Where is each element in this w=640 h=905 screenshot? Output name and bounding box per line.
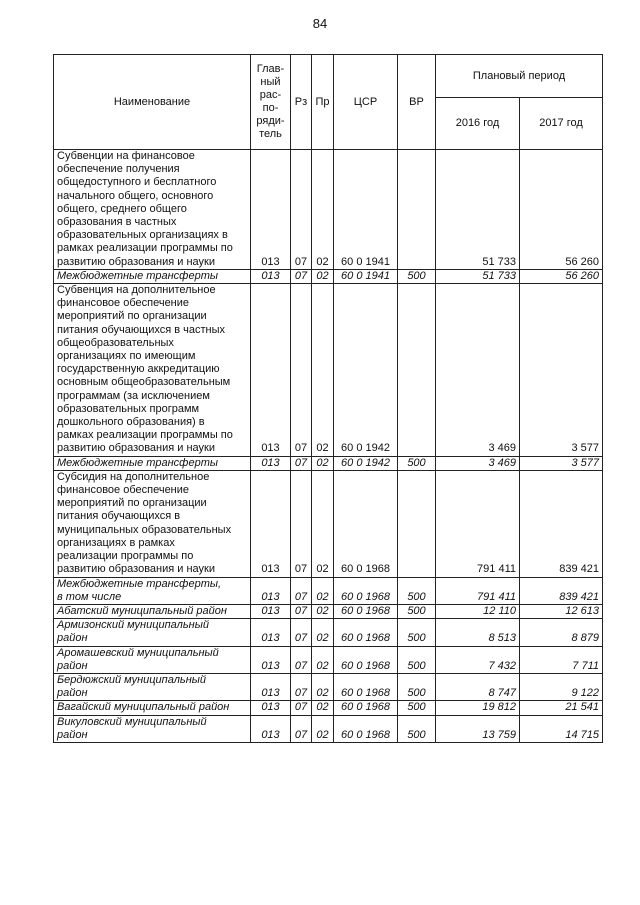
row-pr: 02 [312,269,334,283]
row-value-2017: 839 421 [520,577,603,604]
row-csr: 60 0 1941 [334,150,398,270]
row-main-manager: 013 [251,604,291,618]
row-rz: 07 [291,701,312,715]
row-rz: 07 [291,269,312,283]
row-rz: 07 [291,646,312,673]
row-value-2016: 3 469 [436,456,520,470]
row-pr: 02 [312,619,334,646]
row-value-2017: 12 613 [520,604,603,618]
row-value-2017: 839 421 [520,470,603,577]
row-main-manager: 013 [251,673,291,700]
row-value-2016: 51 733 [436,269,520,283]
row-rz: 07 [291,604,312,618]
row-name: Межбюджетные трансферты, в том числе [54,577,251,604]
row-name: Межбюджетные трансферты [54,269,251,283]
row-rz: 07 [291,150,312,270]
row-value-2016: 3 469 [436,284,520,457]
row-name: Субвенции на финансовое обеспечение получения общедоступного и бесплатного начального общего, основного общего, среднего общего образования в частных образовательных организациях в рамках реализации программы по развитию образования и науки [54,150,251,270]
row-value-2016: 791 411 [436,577,520,604]
row-value-2016: 791 411 [436,470,520,577]
row-pr: 02 [312,150,334,270]
row-name: Армизонский муниципальный район [54,619,251,646]
row-main-manager: 013 [251,701,291,715]
row-value-2017: 14 715 [520,715,603,742]
budget-table [53,54,603,743]
row-csr: 60 0 1968 [334,619,398,646]
row-rz: 07 [291,619,312,646]
row-pr: 02 [312,470,334,577]
row-value-2016: 13 759 [436,715,520,742]
table-body [54,150,603,743]
row-vr: 500 [398,269,436,283]
table-row-transfer [54,619,603,646]
header-pr: Пр [312,55,334,150]
row-csr: 60 0 1968 [334,577,398,604]
row-value-2017: 8 879 [520,619,603,646]
row-vr: 500 [398,619,436,646]
row-main-manager: 013 [251,715,291,742]
row-csr: 60 0 1968 [334,470,398,577]
row-main-manager: 013 [251,470,291,577]
row-pr: 02 [312,715,334,742]
row-pr: 02 [312,701,334,715]
header-planning-period: Плановый период [436,55,603,98]
row-value-2017: 56 260 [520,269,603,283]
row-name: Вагайский муниципальный район [54,701,251,715]
header-rz: Рз [291,55,312,150]
row-main-manager: 013 [251,456,291,470]
header-csr: ЦСР [334,55,398,150]
table-row [54,470,603,577]
table-row-transfer [54,646,603,673]
page-number: 84 [312,16,328,31]
table-row-transfer [54,715,603,742]
header-vr: ВР [398,55,436,150]
row-rz: 07 [291,456,312,470]
row-value-2017: 56 260 [520,150,603,270]
row-rz: 07 [291,284,312,457]
row-vr: 500 [398,456,436,470]
row-rz: 07 [291,715,312,742]
row-name: Межбюджетные трансферты [54,456,251,470]
row-vr [398,150,436,270]
row-value-2017: 3 577 [520,284,603,457]
table-row [54,150,603,270]
row-rz: 07 [291,470,312,577]
table-row-transfer [54,456,603,470]
row-pr: 02 [312,456,334,470]
row-name: Аромашевский муниципальный район [54,646,251,673]
row-vr: 500 [398,673,436,700]
row-vr: 500 [398,646,436,673]
row-name: Бердюжский муниципальный район [54,673,251,700]
row-rz: 07 [291,673,312,700]
row-value-2016: 12 110 [436,604,520,618]
table-row-transfer [54,577,603,604]
row-value-2017: 7 711 [520,646,603,673]
row-name: Субвенция на дополнительное финансовое обеспечение мероприятий по организации питания обучающихся в частных общеобразовательных организациях по имеющим государственную аккредитацию основным общеобразовательным программам (за исключением образовательных программ дошкольного образования) в рамках реализации программы по развитию образования и науки [54,284,251,457]
row-value-2016: 7 432 [436,646,520,673]
row-csr: 60 0 1968 [334,673,398,700]
row-pr: 02 [312,577,334,604]
row-vr: 500 [398,604,436,618]
row-main-manager: 013 [251,284,291,457]
row-vr: 500 [398,701,436,715]
row-pr: 02 [312,673,334,700]
row-rz: 07 [291,577,312,604]
header-main-manager: Глав- ный рас- по- ряди- тель [251,55,291,150]
row-name: Викуловский муниципальный район [54,715,251,742]
row-pr: 02 [312,604,334,618]
row-value-2017: 9 122 [520,673,603,700]
header-year-2016: 2016 год [436,98,520,150]
row-value-2016: 8 747 [436,673,520,700]
row-main-manager: 013 [251,577,291,604]
table-row-transfer [54,701,603,715]
row-value-2017: 3 577 [520,456,603,470]
row-pr: 02 [312,646,334,673]
row-vr: 500 [398,715,436,742]
header-year-2017: 2017 год [520,98,603,150]
row-name: Абатский муниципальный район [54,604,251,618]
header-name: Наименование [54,55,251,150]
table-row-transfer [54,604,603,618]
row-csr: 60 0 1968 [334,604,398,618]
row-main-manager: 013 [251,150,291,270]
row-csr: 60 0 1968 [334,646,398,673]
row-main-manager: 013 [251,269,291,283]
row-main-manager: 013 [251,619,291,646]
row-csr: 60 0 1942 [334,284,398,457]
row-vr [398,470,436,577]
table-row-transfer [54,269,603,283]
row-value-2016: 8 513 [436,619,520,646]
row-csr: 60 0 1968 [334,715,398,742]
row-vr: 500 [398,577,436,604]
row-csr: 60 0 1968 [334,701,398,715]
row-pr: 02 [312,284,334,457]
row-main-manager: 013 [251,646,291,673]
row-value-2016: 19 812 [436,701,520,715]
table-row-transfer [54,673,603,700]
row-csr: 60 0 1941 [334,269,398,283]
row-vr [398,284,436,457]
row-csr: 60 0 1942 [334,456,398,470]
row-name: Субсидия на дополнительное финансовое обеспечение мероприятий по организации питания обучающихся в муниципальных образовательных организациях в рамках реализации программы по развитию образования и науки [54,470,251,577]
row-value-2016: 51 733 [436,150,520,270]
row-value-2017: 21 541 [520,701,603,715]
table-row [54,284,603,457]
